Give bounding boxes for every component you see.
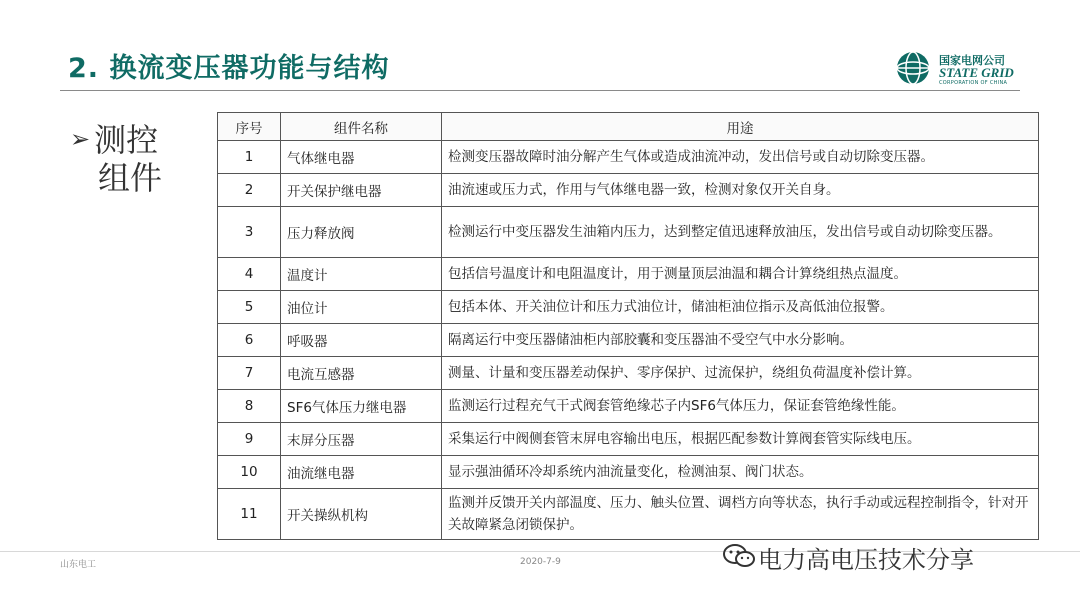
row-seq: 8 bbox=[218, 390, 281, 423]
row-use: 检测运行中变压器发生油箱内压力，达到整定值迅速释放油压，发出信号或自动切除变压器。 bbox=[442, 207, 1039, 258]
row-use: 检测变压器故障时油分解产生气体或造成油流冲动，发出信号或自动切除变压器。 bbox=[442, 141, 1039, 174]
table-row bbox=[218, 456, 1039, 489]
watermark-text: 电力高电压技术分享 bbox=[758, 546, 974, 574]
table-row bbox=[218, 207, 1039, 258]
row-use: 监测运行过程充气干式阀套管绝缘芯子内SF6气体压力，保证套管绝缘性能。 bbox=[442, 390, 1039, 423]
arrow-bullet-icon: ➢ bbox=[70, 125, 91, 153]
row-use: 监测并反馈开关内部温度、压力、触头位置、调档方向等状态，执行手动或远程控制指令，针对开关故障紧急闭锁保护。 bbox=[442, 489, 1039, 540]
table-row bbox=[218, 291, 1039, 324]
row-name: 末屏分压器 bbox=[281, 423, 442, 456]
row-seq: 10 bbox=[218, 456, 281, 489]
logo-cn-text: 国家电网公司 bbox=[939, 54, 1005, 67]
logo-en-text: STATE GRID bbox=[939, 65, 1014, 80]
table-row bbox=[218, 390, 1039, 423]
section-label bbox=[70, 120, 162, 197]
globe-logo-icon bbox=[893, 50, 933, 86]
footer-date: 2020-7-9 bbox=[520, 557, 561, 567]
row-seq: 11 bbox=[218, 489, 281, 540]
row-seq: 7 bbox=[218, 357, 281, 390]
logo-sub-text: CORPORATION OF CHINA bbox=[939, 80, 1008, 86]
table-row bbox=[218, 423, 1039, 456]
row-use: 隔离运行中变压器储油柜内部胶囊和变压器油不受空气中水分影响。 bbox=[442, 324, 1039, 357]
row-seq: 5 bbox=[218, 291, 281, 324]
row-use: 油流速或压力式，作用与气体继电器一致，检测对象仅开关自身。 bbox=[442, 174, 1039, 207]
row-seq: 3 bbox=[218, 207, 281, 258]
component-table bbox=[217, 112, 1039, 540]
row-seq: 2 bbox=[218, 174, 281, 207]
row-use: 包括信号温度计和电阻温度计，用于测量顶层油温和耦合计算绕组热点温度。 bbox=[442, 258, 1039, 291]
row-name: 开关操纵机构 bbox=[281, 489, 442, 540]
wechat-watermark bbox=[758, 540, 974, 575]
table-row bbox=[218, 141, 1039, 174]
row-name: 电流互感器 bbox=[281, 357, 442, 390]
row-seq: 6 bbox=[218, 324, 281, 357]
state-grid-logo bbox=[893, 50, 1023, 86]
row-name: 呼吸器 bbox=[281, 324, 442, 357]
row-name: SF6气体压力继电器 bbox=[281, 390, 442, 423]
row-name: 油流继电器 bbox=[281, 456, 442, 489]
row-name: 油位计 bbox=[281, 291, 442, 324]
section-label-line2: 组件 bbox=[98, 159, 163, 197]
footer-org: 山东电工 bbox=[60, 560, 97, 570]
table-row bbox=[218, 357, 1039, 390]
header-use: 用途 bbox=[442, 113, 1039, 141]
slide-header bbox=[0, 0, 1080, 100]
title-divider bbox=[60, 90, 1020, 91]
row-name: 开关保护继电器 bbox=[281, 174, 442, 207]
row-name: 温度计 bbox=[281, 258, 442, 291]
row-seq: 9 bbox=[218, 423, 281, 456]
table-row bbox=[218, 489, 1039, 540]
table-header-row bbox=[218, 113, 1039, 141]
row-use: 测量、计量和变压器差动保护、零序保护、过流保护，绕组负荷温度补偿计算。 bbox=[442, 357, 1039, 390]
row-use: 显示强油循环冷却系统内油流量变化，检测油泵、阀门状态。 bbox=[442, 456, 1039, 489]
header-seq: 序号 bbox=[218, 113, 281, 141]
table-row bbox=[218, 258, 1039, 291]
row-seq: 1 bbox=[218, 141, 281, 174]
row-use: 采集运行中阀侧套管末屏电容输出电压，根据匹配参数计算阀套管实际线电压。 bbox=[442, 423, 1039, 456]
table-row bbox=[218, 324, 1039, 357]
row-name: 压力释放阀 bbox=[281, 207, 442, 258]
wechat-icon bbox=[722, 542, 756, 570]
section-label-line1: 测控 bbox=[94, 121, 159, 159]
page-title: 2. 换流变压器功能与结构 bbox=[68, 53, 390, 84]
row-seq: 4 bbox=[218, 258, 281, 291]
row-name: 气体继电器 bbox=[281, 141, 442, 174]
table-row bbox=[218, 174, 1039, 207]
row-use: 包括本体、开关油位计和压力式油位计，储油柜油位指示及高低油位报警。 bbox=[442, 291, 1039, 324]
header-name: 组件名称 bbox=[281, 113, 442, 141]
